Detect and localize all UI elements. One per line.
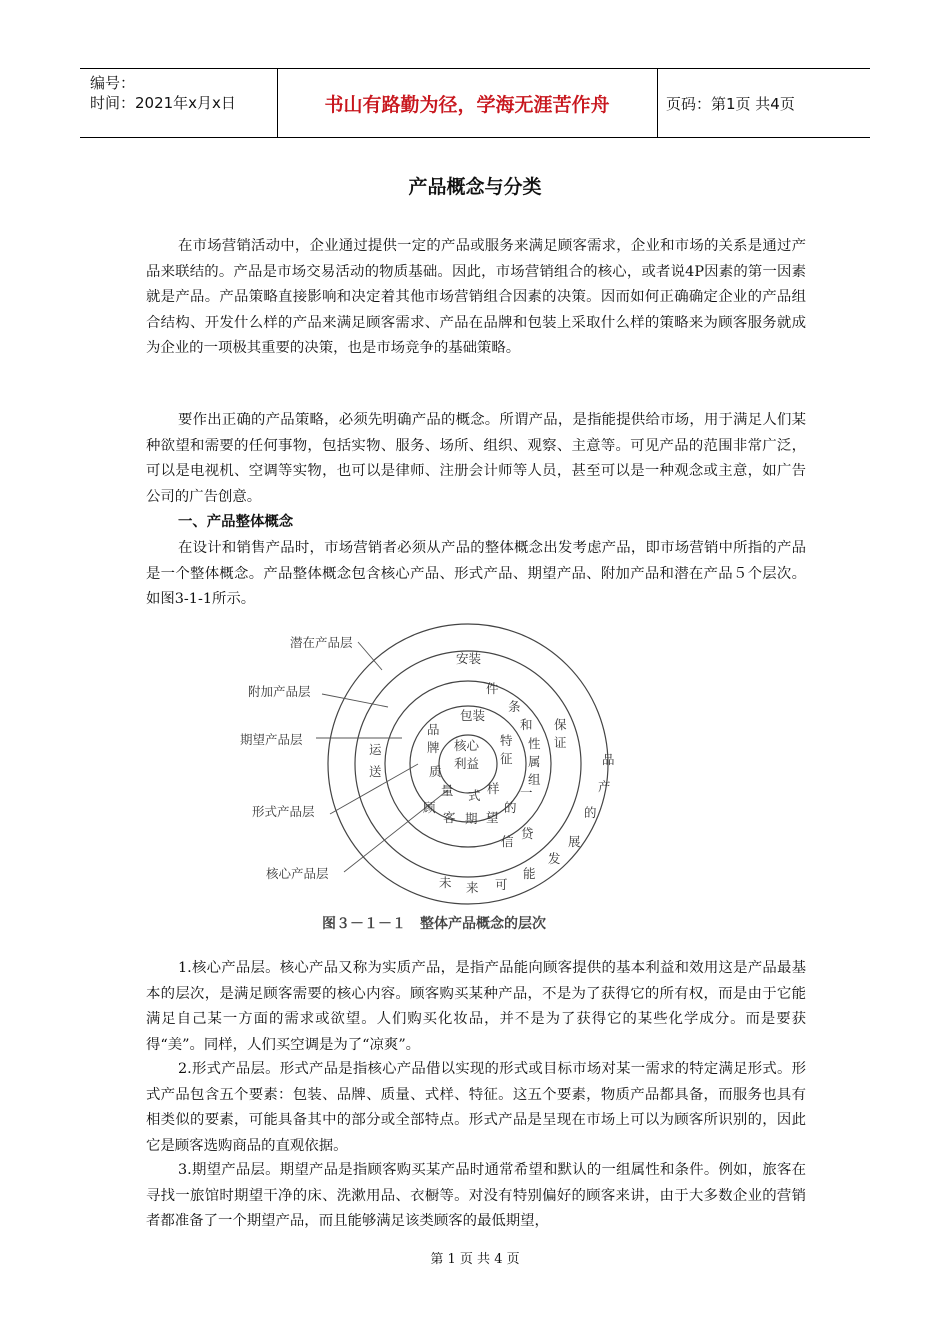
label-potential: 潜在产品层 (290, 635, 353, 650)
form-text: 征 (500, 751, 513, 766)
item-core-layer: 1.核心产品层。核心产品又称为实质产品，是指产品能向顾客提供的基本利益和效用这是产品最基本的层次，是满足顾客需要的核心内容。顾客购买某种产品，不是为了获得它的所有权，而是由于它能满足自己某一方面的需求或欲望。人们购买化妆品，并不是为了获得它的某些化学成分。而是要获得“美”。同样，人们买空调是为了“凉爽”。 (146, 960, 806, 1053)
expect-text: 组 (528, 772, 541, 787)
potential-text: 未 (439, 875, 452, 890)
expect-text: 和 (520, 717, 533, 732)
augment-text: 信 (501, 834, 514, 849)
augment-text: 运 (369, 742, 382, 757)
potential-text: 产 (598, 779, 611, 794)
core-text-2: 利益 (454, 756, 480, 771)
core-text-1: 核心 (454, 738, 480, 753)
form-text: 式 (468, 788, 481, 803)
label-expect: 期望产品层 (240, 732, 303, 747)
form-text-baozhuang: 包装 (460, 708, 486, 723)
item-expect-layer: 3.期望产品层。期望产品是指顾客购买某产品时通常希望和默认的一组属性和条件。例如，旅客在寻找一旅馆时期望干净的床、洗漱用品、衣橱等。对没有特别偏好的顾客来讲，由于大多数企业的营销者都准备了一个期望产品，而且能够满足该类顾客的最低期望， (146, 1162, 806, 1229)
time-label: 时间：2021年x月x日 (90, 94, 236, 112)
potential-text: 展 (568, 834, 581, 849)
expect-text: 期 (465, 811, 478, 826)
number-label: 编号： (90, 74, 136, 92)
label-form: 形式产品层 (252, 804, 315, 819)
form-text: 牌 (427, 740, 440, 755)
header-divider-2 (657, 69, 658, 137)
item-form-layer: 2.形式产品层。形式产品是指核心产品借以实现的形式或目标市场对某一需求的特定满足形式。形式产品包含五个要素：包装、品牌、质量、式样、特征。这五个要素，物质产品都具备，而服务也具有相类似的要素，可能具备其中的部分或全部特点。形式产品是呈现在市场上可以为顾客所识别的，因此它是顾客选购商品的直观依据。 (146, 1061, 806, 1154)
potential-text: 能 (523, 866, 536, 881)
potential-text: 的 (584, 805, 597, 820)
form-text: 样 (487, 781, 500, 796)
augment-text: 贷 (521, 826, 534, 841)
form-text: 质 (429, 764, 442, 779)
potential-text: 发 (548, 851, 561, 866)
augment-text: 保 (554, 717, 567, 732)
paragraph-intro: 在市场营销活动中，企业通过提供一定的产品或服务来满足顾客需求，企业和市场的关系是通过产品来联结的。产品是市场交易活动的物质基础。因此，市场营销组合的核心，或者说4P因素的第一因素就是产品。产品策略直接影响和决定着其他市场营销组合因素的决策。因而如何正确确定企业的产品组合结构、开发什么样的产品来满足顾客需求、产品在品牌和包装上采取什么样的策略来为顾客服务就成为企业的一项极其重要的决策，也是市场竞争的基础策略。 (146, 238, 806, 356)
expect-text: 条 (508, 699, 521, 714)
potential-text: 可 (495, 877, 508, 892)
label-augment: 附加产品层 (248, 684, 311, 699)
expect-text: 性 (528, 736, 541, 751)
label-core: 核心产品层 (266, 866, 329, 881)
form-text: 特 (500, 733, 513, 748)
expect-text: 属 (528, 754, 541, 769)
augment-text: 送 (369, 764, 382, 779)
expect-text: 一 (520, 785, 533, 800)
header-motto: 书山有路勤为径，学海无涯苦作舟 (324, 93, 610, 116)
paragraph-definition: 要作出正确的产品策略，必须先明确产品的概念。所谓产品，是指能提供给市场，用于满足人们某种欲望和需要的任何事物，包括实物、服务、场所、组织、观察、主意等。可见产品的范围非常广泛，可以是电视机、空调等实物，也可以是律师、注册会计师等人员，甚至可以是一种观念或主意，如广告公司的广告创意。 (146, 412, 806, 505)
form-text: 量 (441, 783, 454, 798)
figure-caption: 图３－１－１ 整体产品概念的层次 (322, 916, 546, 932)
section-heading: 一、产品整体概念 (178, 514, 294, 530)
augment-text-anzhuang: 安装 (456, 651, 482, 666)
page-footer: 第 1 页 共 4 页 (430, 1252, 520, 1267)
paragraph-section-intro: 在设计和销售产品时，市场营销者必须从产品的整体概念出发考虑产品，即市场营销中所指的产品是一个整体概念。产品整体概念包含核心产品、形式产品、期望产品、附加产品和潜在产品５个层次。如图3-1-1所示。 (146, 540, 806, 607)
expect-text: 客 (443, 810, 456, 825)
expect-text: 的 (504, 800, 517, 815)
header-meta (90, 73, 236, 113)
expect-text: 件 (486, 681, 499, 696)
product-levels-diagram (230, 614, 650, 944)
expect-text: 顾 (423, 800, 436, 815)
potential-text: 来 (466, 880, 479, 895)
expect-text: 望 (486, 810, 499, 825)
header-page-info: 页码：第1页 共4页 (666, 94, 795, 113)
potential-text: 品 (602, 752, 615, 767)
form-text: 品 (427, 722, 440, 737)
document-title: 产品概念与分类 (408, 176, 542, 198)
page-header (80, 68, 870, 138)
augment-text: 证 (554, 735, 567, 750)
